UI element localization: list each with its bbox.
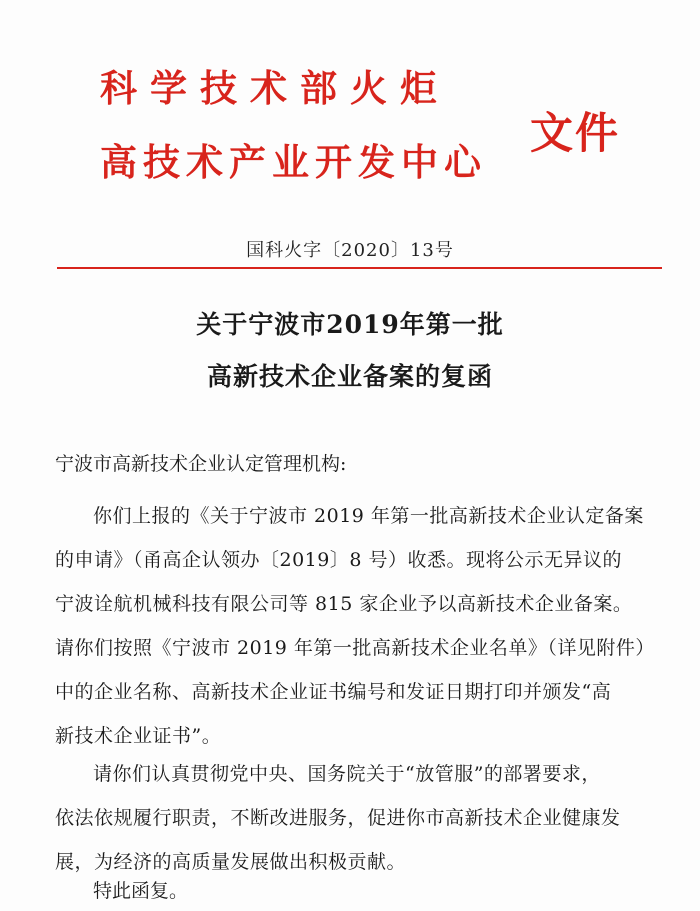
salutation: 宁波市高新技术企业认定管理机构: bbox=[55, 453, 347, 475]
document-title-line1: 关于宁波市2019年第一批 bbox=[196, 310, 504, 339]
paragraph-1 bbox=[55, 494, 665, 758]
header-divider bbox=[57, 267, 662, 269]
document-title-line2: 高新技术企业备案的复函 bbox=[206, 362, 493, 391]
organization-name-line2: 高技术产业开发中心 bbox=[100, 141, 487, 184]
paragraph-line: 依法依规履行职责，不断改进服务，促进你市高新技术企业健康发 bbox=[55, 807, 621, 829]
closing-remark: 特此函复。 bbox=[93, 880, 189, 902]
paragraph-line: 你们上报的《关于宁波市 2019 年第一批高新技术企业认定备案 bbox=[93, 505, 644, 527]
paragraph-line: 中的企业名称、高新技术企业证书编号和发证日期打印并颁发“高 bbox=[55, 681, 612, 703]
paragraph-line: 的申请》（甬高企认领办〔2019〕8 号）收悉。现将公示无异议的 bbox=[55, 549, 622, 571]
document-number: 国科火字〔2020〕13号 bbox=[246, 240, 454, 261]
organization-name-line1: 科学技术部火炬 bbox=[100, 67, 450, 110]
document-type-label: 文件 bbox=[530, 109, 620, 159]
paragraph-line: 请你们按照《宁波市 2019 年第一批高新技术企业名单》（详见附件） bbox=[55, 637, 655, 659]
paragraph-2 bbox=[55, 752, 665, 884]
paragraph-line: 请你们认真贯彻党中央、国务院关于“放管服”的部署要求， bbox=[93, 763, 601, 785]
paragraph-line: 宁波诠航机械科技有限公司等 815 家企业予以高新技术企业备案。 bbox=[55, 593, 633, 615]
paragraph-line: 新技术企业证书”。 bbox=[55, 725, 222, 747]
paragraph-line: 展，为经济的高质量发展做出积极贡献。 bbox=[55, 851, 407, 873]
